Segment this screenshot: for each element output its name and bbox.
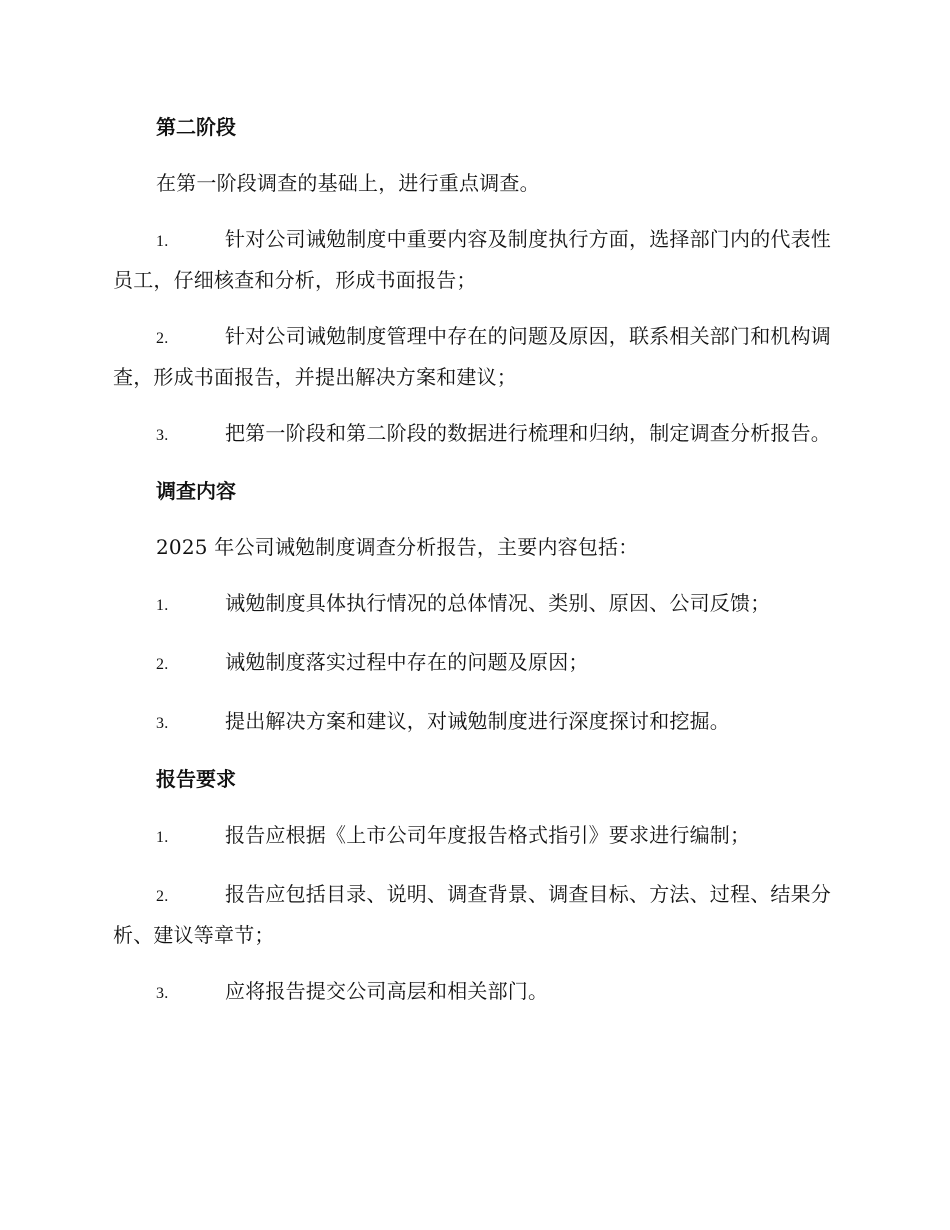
section-heading-report-requirements: 报告要求 (156, 767, 236, 791)
list-item-text: 针对公司诫勉制度中重要内容及制度执行方面，选择部门内的代表性员工，仔细核查和分析，形成书面报告； (113, 227, 831, 292)
list-item-number: 3. (156, 715, 169, 732)
section-heading-survey-content: 调查内容 (156, 479, 236, 503)
list-item (113, 875, 835, 954)
list-item (113, 643, 835, 684)
list-item-number: 2. (156, 656, 169, 673)
document-body (113, 109, 835, 1031)
list-item-text: 针对公司诫勉制度管理中存在的问题及原因，联系相关部门和机构调查，形成书面报告，并提出解决方案和建议； (113, 324, 831, 389)
list-item (113, 816, 835, 857)
list-item-text: 把第一阶段和第二阶段的数据进行梳理和归纳，制定调查分析报告。 (225, 421, 831, 445)
list-item-number: 2. (156, 330, 169, 347)
list-item (113, 414, 835, 455)
list-item-text: 提出解决方案和建议，对诫勉制度进行深度探讨和挖掘。 (225, 709, 730, 733)
list-item (113, 220, 835, 299)
list-item-number: 2. (156, 888, 169, 905)
list-item-text: 诫勉制度具体执行情况的总体情况、类别、原因、公司反馈； (225, 591, 771, 615)
list-item (113, 702, 835, 743)
section-intro: 在第一阶段调查的基础上，进行重点调查。 (156, 171, 540, 195)
list-item-text: 报告应根据《上市公司年度报告格式指引》要求进行编制； (225, 823, 751, 847)
list-item-text: 报告应包括目录、说明、调查背景、调查目标、方法、过程、结果分析、建议等章节； (113, 882, 831, 947)
list-item-text: 诫勉制度落实过程中存在的问题及原因； (225, 650, 589, 674)
list-item (113, 972, 835, 1013)
list-item-number: 1. (156, 233, 169, 250)
list-item (113, 584, 835, 625)
list-item-number: 1. (156, 597, 169, 614)
section-intro: 2025 年公司诫勉制度调查分析报告，主要内容包括： (156, 535, 639, 559)
list-item (113, 317, 835, 396)
list-item-number: 3. (156, 985, 169, 1002)
list-item-number: 3. (156, 427, 169, 444)
list-item-text: 应将报告提交公司高层和相关部门。 (225, 979, 549, 1003)
section-heading-stage-two: 第二阶段 (156, 115, 236, 139)
list-item-number: 1. (156, 829, 169, 846)
